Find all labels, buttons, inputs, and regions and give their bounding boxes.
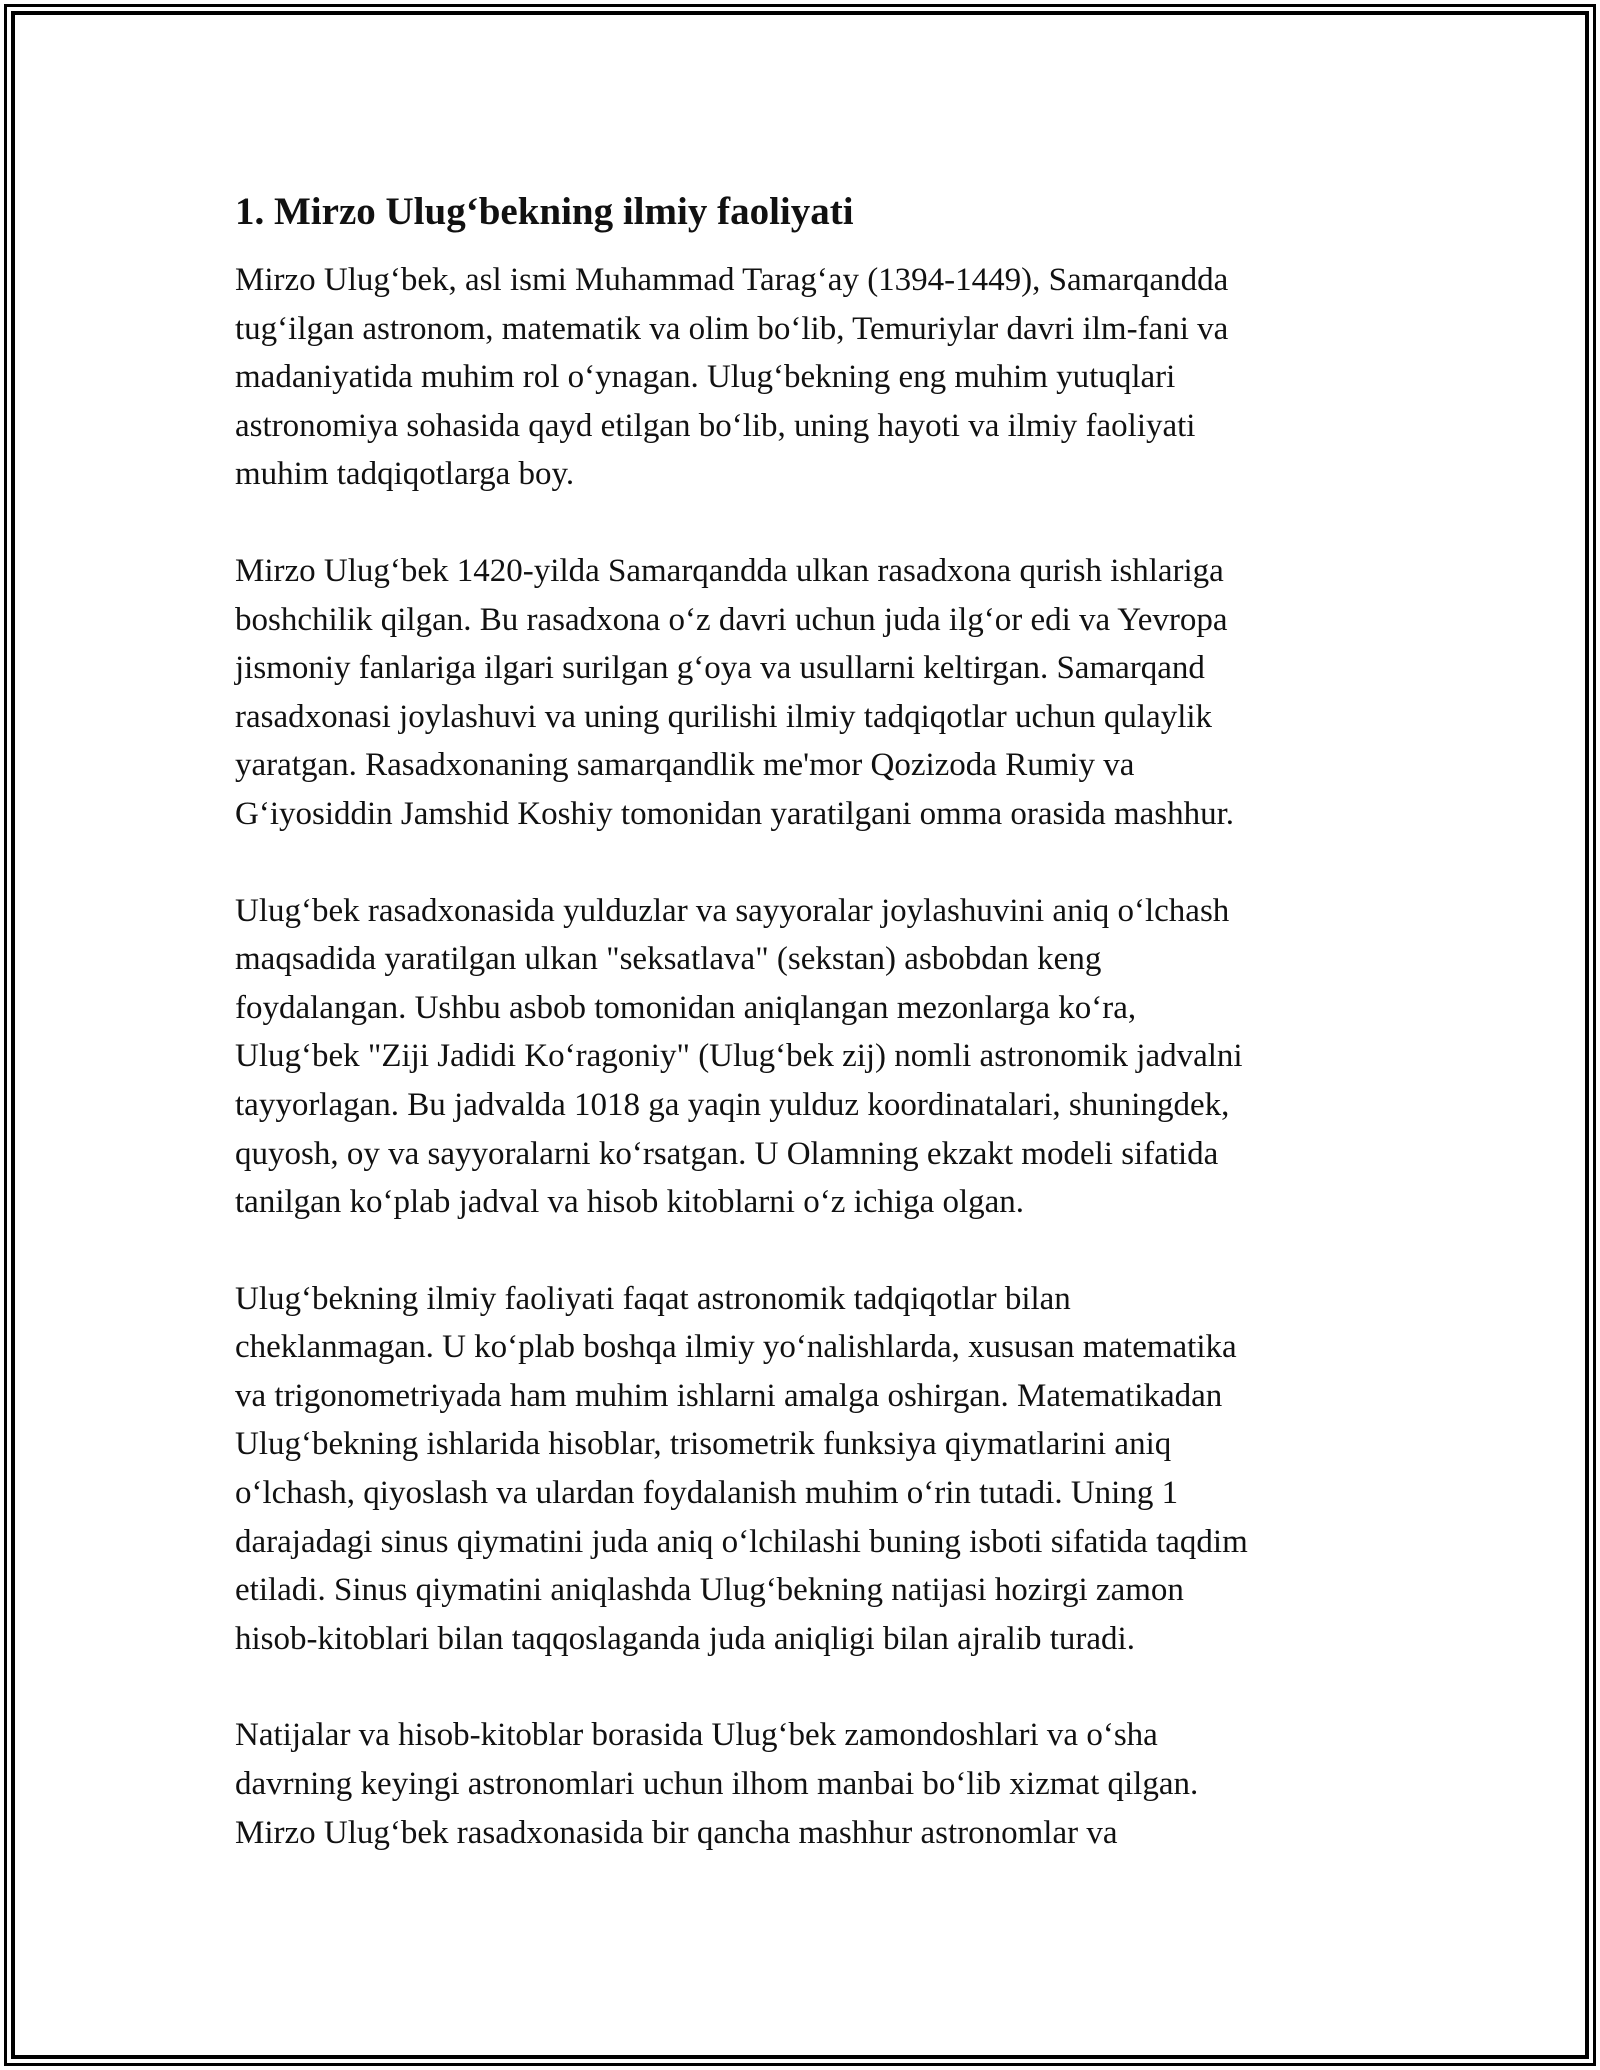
- paragraph-5: [235, 1711, 1375, 1857]
- paragraph-line: etiladi. Sinus qiymatini aniqlashda Ulug‘bekning natijasi hozirgi zamon: [235, 1572, 1184, 1609]
- paragraph-line: va trigonometriyada ham muhim ishlarni amalga oshirgan. Matematikadan: [235, 1377, 1223, 1414]
- section-heading: 1. Mirzo Ulug‘bekning ilmiy faoliyati: [235, 190, 854, 233]
- document-body: [235, 186, 1375, 1905]
- paragraph-4: [235, 1275, 1375, 1664]
- paragraph-line: darajadagi sinus qiymatini juda aniq o‘lchilashi buning isboti sifatida taqdim: [235, 1523, 1248, 1560]
- paragraph-line: davrning keyingi astronomlari uchun ilhom manbai bo‘lib xizmat qilgan.: [235, 1766, 1199, 1803]
- paragraph-line: hisob-kitoblari bilan taqqoslaganda juda aniqligi bilan ajralib turadi.: [235, 1620, 1135, 1657]
- paragraph-line: madaniyatida muhim rol o‘ynagan. Ulug‘bekning eng muhim yutuqlari: [235, 359, 1176, 396]
- paragraph-line: tayyorlagan. Bu jadvalda 1018 ga yaqin yulduz koordinatalari, shuningdek,: [235, 1086, 1230, 1123]
- paragraph-line: maqsadida yaratilgan ulkan "seksatlava" (sekstan) asbobdan keng: [235, 941, 1102, 978]
- paragraph-line: Natijalar va hisob-kitoblar borasida Ulug‘bek zamondoshlari va o‘sha: [235, 1717, 1158, 1754]
- paragraph-1: [235, 256, 1375, 499]
- paragraph-line: jismoniy fanlariga ilgari surilgan g‘oya va usullarni keltirgan. Samarqand: [235, 650, 1205, 687]
- paragraph-line: tug‘ilgan astronom, matematik va olim bo‘lib, Temuriylar davri ilm-fani va: [235, 310, 1229, 347]
- paragraph-line: quyosh, oy va sayyoralarni ko‘rsatgan. U Olamning ekzakt modeli sifatida: [235, 1135, 1219, 1172]
- paragraph-3: [235, 887, 1375, 1227]
- paragraph-line: boshchilik qilgan. Bu rasadxona o‘z davri uchun juda ilg‘or edi va Yevropa: [235, 601, 1228, 638]
- paragraph-line: Mirzo Ulug‘bek rasadxonasida bir qancha mashhur astronomlar va: [235, 1814, 1118, 1851]
- paragraph-line: yaratgan. Rasadxonaning samarqandlik me'mor Qozizoda Rumiy va: [235, 747, 1135, 784]
- paragraph-line: G‘iyosiddin Jamshid Koshiy tomonidan yaratilgani omma orasida mashhur.: [235, 795, 1235, 832]
- paragraph-line: muhim tadqiqotlarga boy.: [235, 456, 575, 493]
- paragraph-line: Ulug‘bek rasadxonasida yulduzlar va sayyoralar joylashuvini aniq o‘lchash: [235, 892, 1230, 929]
- paragraph-2: [235, 547, 1375, 839]
- paragraph-line: Ulug‘bekning ilmiy faoliyati faqat astronomik tadqiqotlar bilan: [235, 1280, 1071, 1317]
- paragraph-line: o‘lchash, qiyoslash va ulardan foydalanish muhim o‘rin tutadi. Uning 1: [235, 1475, 1179, 1512]
- paragraph-line: foydalangan. Ushbu asbob tomonidan aniqlangan mezonlarga ko‘ra,: [235, 989, 1137, 1026]
- paragraph-line: rasadxonasi joylashuvi va uning qurilishi ilmiy tadqiqotlar uchun qulaylik: [235, 698, 1213, 735]
- paragraph-line: tanilgan ko‘plab jadval va hisob kitoblarni o‘z ichiga olgan.: [235, 1184, 1025, 1221]
- paragraph-line: astronomiya sohasida qayd etilgan bo‘lib, uning hayoti va ilmiy faoliyati: [235, 407, 1196, 444]
- paragraph-line: Mirzo Ulug‘bek 1420-yilda Samarqandda ulkan rasadxona qurish ishlariga: [235, 552, 1224, 589]
- paragraph-line: Ulug‘bek "Ziji Jadidi Ko‘ragoniy" (Ulug‘bek zij) nomli astronomik jadvalni: [235, 1038, 1243, 1075]
- paragraph-line: Mirzo Ulug‘bek, asl ismi Muhammad Tarag‘ay (1394-1449), Samarqandda: [235, 262, 1229, 298]
- paragraph-line: Ulug‘bekning ishlarida hisoblar, trisometrik funksiya qiymatlarini aniq: [235, 1426, 1172, 1463]
- paragraph-line: cheklanmagan. U ko‘plab boshqa ilmiy yo‘nalishlarda, xususan matematika: [235, 1329, 1237, 1366]
